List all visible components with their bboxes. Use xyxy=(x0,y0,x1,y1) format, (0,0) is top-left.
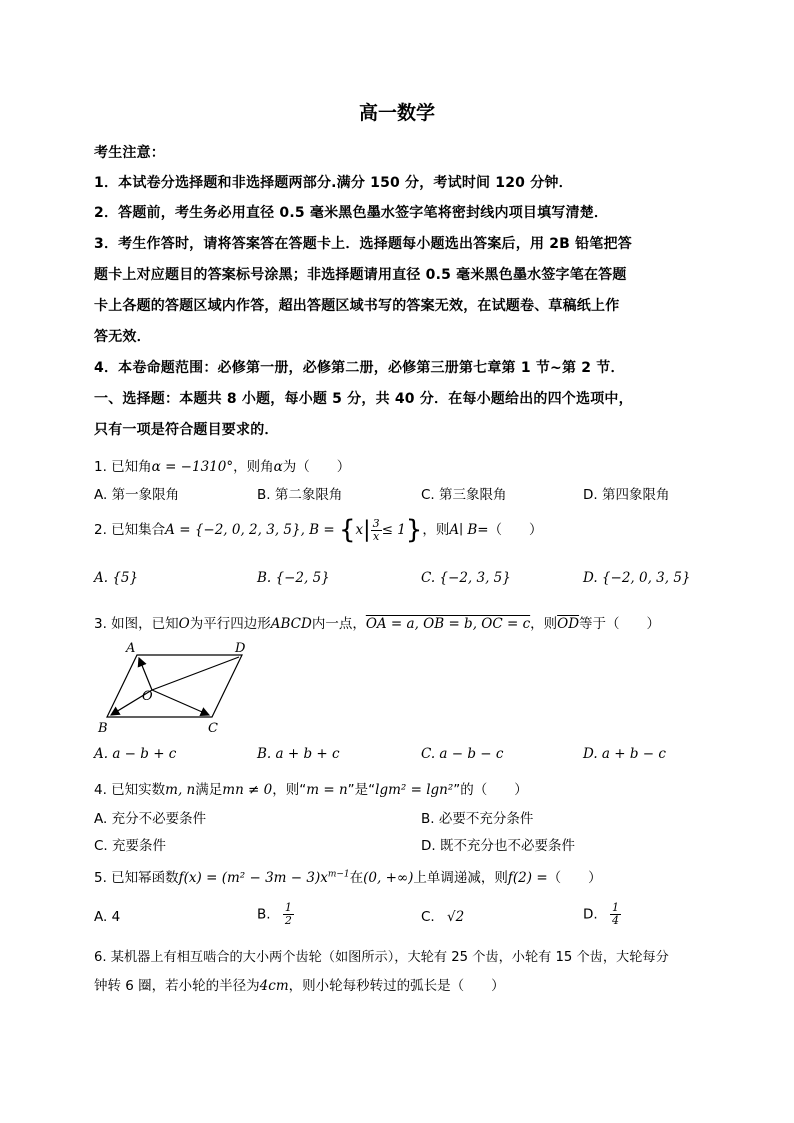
notice-item-3-cont2: 卡上各题的答题区域内作答，超出答题区域书写的答案无效，在试题卷、草稿纸上作 xyxy=(94,298,620,314)
q1-option-c[interactable]: C. 第三象限角 xyxy=(421,487,507,503)
page-title: 高一数学 xyxy=(358,102,435,124)
q4-option-b[interactable]: B. 必要不充分条件 xyxy=(421,811,534,827)
question-6-line1: 6. 某机器上有相互啮合的大小两个齿轮（如图所示），大轮有 25 个齿，小轮有 15 个齿，大轮每分 xyxy=(94,950,669,965)
notice-item-3-cont3: 答无效． xyxy=(94,329,151,345)
q5-math-interval: (0, +∞) xyxy=(363,870,414,886)
vector-oc xyxy=(152,690,209,715)
question-3 xyxy=(94,612,660,632)
q1-math-angle: α = −1310° xyxy=(151,459,234,475)
q3-abcd: ABCD xyxy=(270,616,312,632)
q5-option-d[interactable] xyxy=(583,902,621,927)
notice-item-3-cont1: 题卡上对应题目的答案标号涂黑；非选择题请用直径 0.5 毫米黑色墨水签字笔在答题 xyxy=(94,267,627,283)
q2-set-var: x xyxy=(355,522,364,538)
q2-fraction xyxy=(371,518,382,543)
q4-option-d[interactable]: D. 既不充分也不必要条件 xyxy=(421,838,575,854)
q6-math-radius: 4cm xyxy=(259,978,289,994)
question-4 xyxy=(94,778,528,798)
q4-option-a[interactable]: A. 充分不必要条件 xyxy=(94,811,207,827)
q5-option-c-value: √2 xyxy=(447,909,465,925)
q4-text-b: 满足 xyxy=(195,782,223,798)
notice-item-2: 2．答题前，考生务必用直径 0.5 毫米黑色墨水签字笔将密封线内项目填写清楚． xyxy=(94,205,609,221)
segment-od xyxy=(152,657,239,690)
q3-text-e: 等于（ ） xyxy=(579,616,661,632)
q3-option-c[interactable]: C. a − b − c xyxy=(421,746,504,762)
q1-option-b[interactable]: B. 第二象限角 xyxy=(257,487,343,503)
q4-text-e: ”的（ ） xyxy=(453,782,528,798)
q5-option-b-label: B. xyxy=(257,906,271,923)
q2-frac-num: 3 xyxy=(372,516,380,530)
label-b: B xyxy=(98,721,108,736)
q4-option-c[interactable]: C. 充要条件 xyxy=(94,838,167,854)
q5-text-b: 在 xyxy=(349,870,364,886)
label-o: O xyxy=(142,689,153,704)
q2-frac-den: x xyxy=(372,529,380,543)
q1-option-a[interactable]: A. 第一象限角 xyxy=(94,487,180,503)
q3-vectors: OA = a, OB = b, OC = c xyxy=(365,616,531,632)
q2-option-a[interactable]: A. {5} xyxy=(94,570,139,586)
q1-text-b: ，则角 xyxy=(233,459,274,475)
q2-ineq: ≤ 1 xyxy=(381,522,406,538)
q6-text-b: ，则小轮每秒转过的弧长是（ ） xyxy=(288,978,505,994)
q5-math-exp: m−1 xyxy=(327,869,350,880)
q5-math-f2: f(2) = xyxy=(507,870,548,886)
q2-text-b: ，则 xyxy=(422,522,450,538)
q4-math-mn: m, n xyxy=(165,782,196,798)
q3-text-c: 内一点， xyxy=(311,616,366,632)
q2-option-c[interactable]: C. {−2, 3, 5} xyxy=(421,570,511,586)
q3-option-a[interactable]: A. a − b + c xyxy=(94,746,177,762)
parallelogram-shape xyxy=(107,655,242,717)
q2-set-a: A = {−2, 0, 2, 3, 5} xyxy=(165,522,301,538)
notice-heading: 考生注意： xyxy=(94,145,165,161)
section-heading-line2: 只有一项是符合题目要求的． xyxy=(94,422,279,438)
q3-point-o: O xyxy=(178,616,190,632)
q2-brace-open: { xyxy=(339,515,356,545)
q2-text-c: =（ ） xyxy=(477,522,543,538)
q4-math-lg: lgm² = lgn² xyxy=(375,782,454,798)
q1-math-alpha: α xyxy=(273,459,283,475)
q5-option-c[interactable] xyxy=(421,909,464,925)
question-1 xyxy=(94,455,350,475)
q4-math-cond: mn ≠ 0 xyxy=(222,782,273,798)
q5-option-b[interactable] xyxy=(257,902,294,927)
notice-item-4: 4．本卷命题范围：必修第一册，必修第二册，必修第三册第七章第 1 节~第 2 节． xyxy=(94,360,625,376)
q4-text-d: ”是“ xyxy=(347,782,376,798)
q3-parallelogram-figure xyxy=(90,638,260,738)
question-2: 2. 已知集合A = {−2, 0, 2, 3, 5}, B = {x| $\frac{3}{x}$ ≤ 1}，则A∣ B=（ ） xyxy=(94,515,543,545)
q1-text-c: 为（ ） xyxy=(282,459,351,475)
notice-item-1: 1．本试卷分选择题和非选择题两部分.满分 150 分，考试时间 120 分钟． xyxy=(94,175,573,191)
q4-text-a: 4. 已知实数 xyxy=(94,782,166,798)
section-heading-line1: 一、选择题：本题共 8 小题，每小题 5 分，共 40 分．在每小题给出的四个选项中， xyxy=(94,391,633,407)
q5-option-d-frac xyxy=(610,902,621,927)
q5-option-c-label: C. xyxy=(421,909,435,925)
q3-option-b[interactable]: B. a + b + c xyxy=(257,746,340,762)
q2-option-d[interactable]: D. {−2, 0, 3, 5} xyxy=(583,570,691,586)
q3-vector-od: $\overline{OD}$ xyxy=(557,616,580,632)
label-d: D xyxy=(235,641,246,656)
q2-set-b-label: , B = xyxy=(300,522,335,538)
q3-text-d: ，则 xyxy=(530,616,558,632)
q5-text-d: （ ） xyxy=(547,870,602,886)
q2-intersection: A∣ B xyxy=(449,522,478,538)
q1-option-d[interactable]: D. 第四象限角 xyxy=(583,487,670,503)
notice-item-3: 3．考生作答时，请将答案答在答题卡上．选择题每小题选出答案后，用 2B 铅笔把答 xyxy=(94,236,632,252)
question-6-line2 xyxy=(94,974,505,994)
label-c: C xyxy=(208,721,218,736)
q5-b-num: 1 xyxy=(284,901,292,914)
q5-b-den: 2 xyxy=(284,914,292,927)
q5-text-a: 5. 已知幂函数 xyxy=(94,870,179,886)
q6-text-a: 钟转 6 圈，若小轮的半径为 xyxy=(94,978,260,994)
q5-d-num: 1 xyxy=(611,901,619,914)
q4-math-eq: m = n xyxy=(306,782,348,798)
q4-text-c: ，则“ xyxy=(272,782,307,798)
q5-math-func: f(x) = (m² − 3m − 3)x xyxy=(178,870,328,886)
q2-text-a: 2. 已知集合 xyxy=(94,522,166,538)
q2-option-b[interactable]: B. {−2, 5} xyxy=(257,570,330,586)
label-a: A xyxy=(126,641,136,656)
q3-text-b: 为平行四边形 xyxy=(189,616,271,632)
q2-brace-close: } xyxy=(405,515,423,545)
q3-option-d[interactable]: D. a + b − c xyxy=(583,746,666,762)
q5-option-a[interactable]: A. 4 xyxy=(94,909,121,925)
q1-text-a: 1. 已知角 xyxy=(94,459,152,475)
question-5 xyxy=(94,866,602,886)
q3-text-a: 3. 如图，已知 xyxy=(94,616,179,632)
q5-text-c: 上单调递减，则 xyxy=(413,870,508,886)
vector-oa xyxy=(139,658,152,690)
q5-option-d-label: D. xyxy=(583,906,598,923)
q5-option-b-frac xyxy=(283,902,294,927)
q5-d-den: 4 xyxy=(611,914,619,927)
